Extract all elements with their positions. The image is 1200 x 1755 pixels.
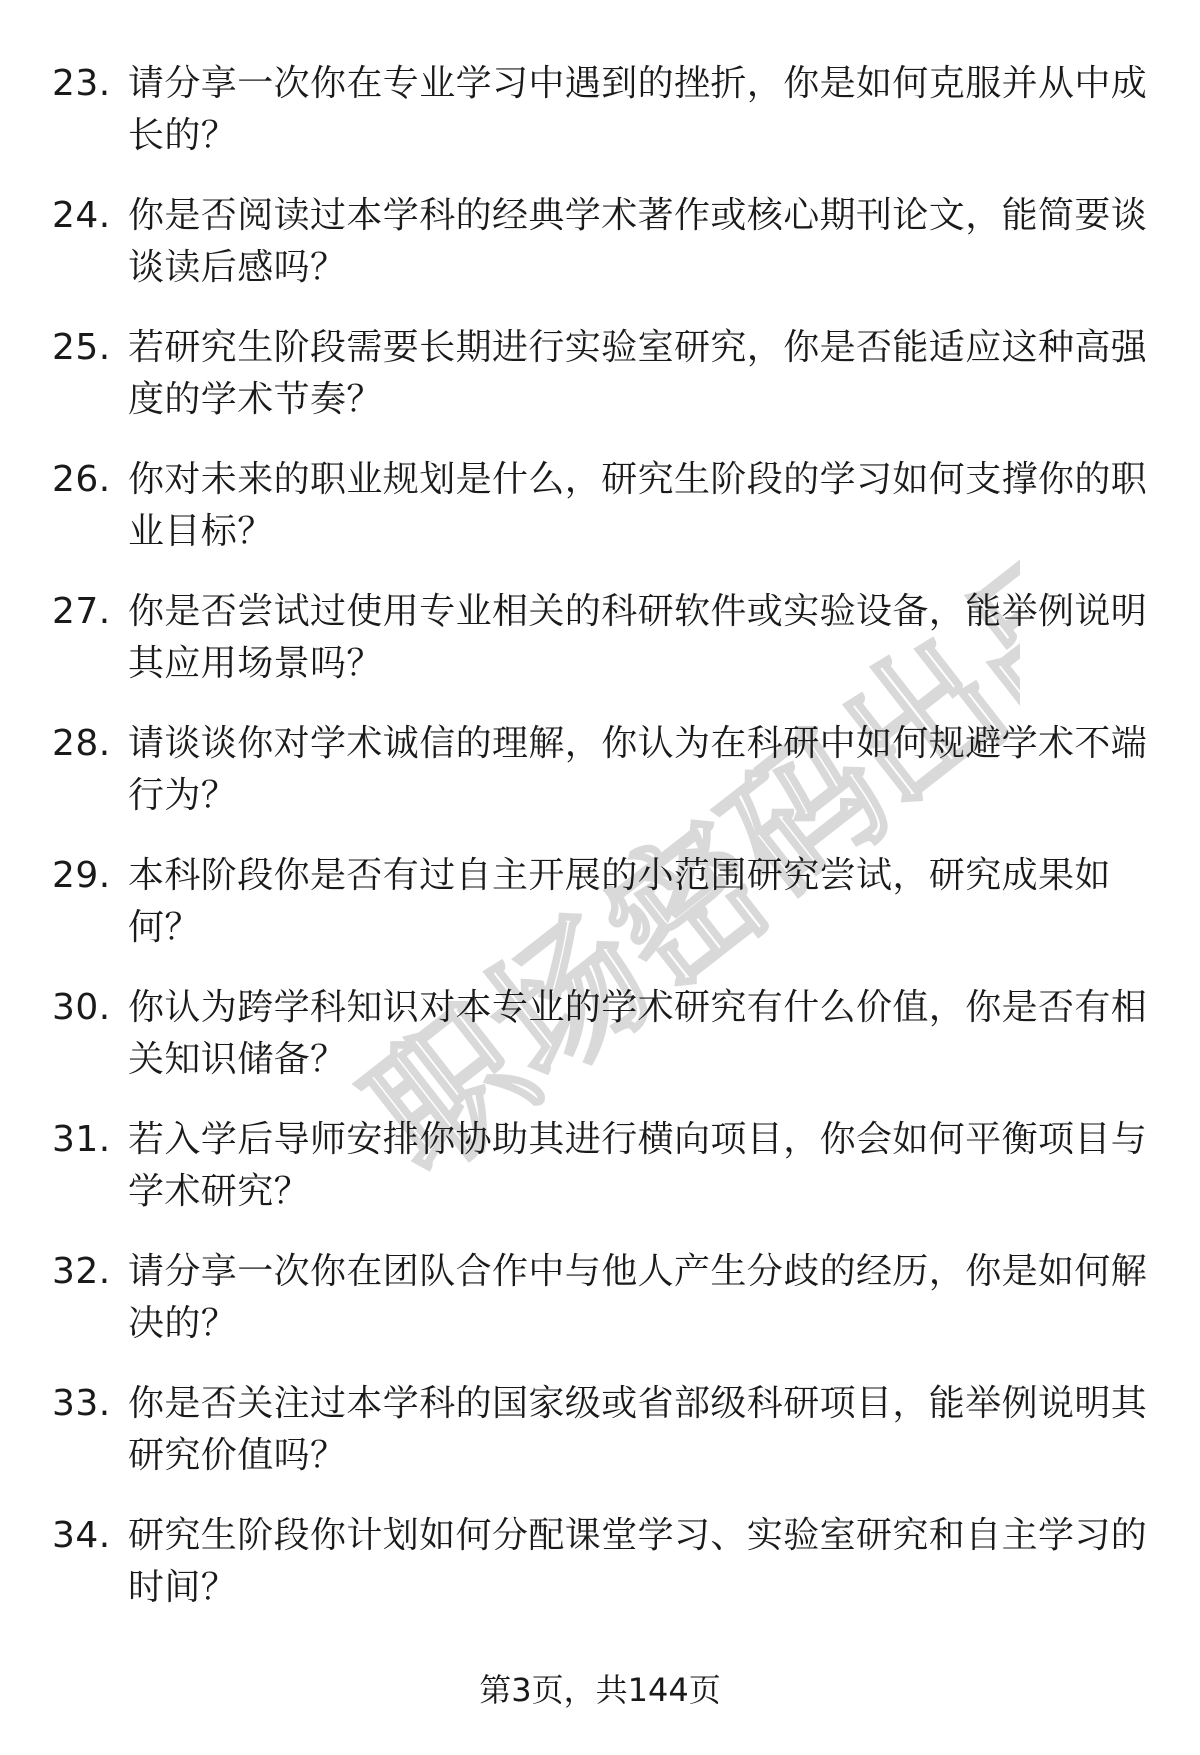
question-text: 你对未来的职业规划是什么，研究生阶段的学习如何支撑你的职业目标？ — [128, 459, 1148, 552]
question-text: 你是否阅读过本学科的经典学术著作或核心期刊论文，能简要谈谈读后感吗？ — [128, 195, 1148, 288]
question-number: 33. — [52, 1383, 111, 1424]
page-footer — [0, 1668, 1200, 1712]
question-list — [0, 58, 1200, 1642]
question-text: 请谈谈你对学术诚信的理解，你认为在科研中如何规避学术不端行为？ — [128, 723, 1148, 816]
question-number: 29. — [52, 855, 111, 896]
question-text: 若研究生阶段需要长期进行实验室研究，你是否能适应这种高强度的学术节奏？ — [128, 327, 1148, 420]
question-number: 27. — [52, 591, 111, 632]
question-item-31 — [0, 1114, 1200, 1246]
watermark-text: 职场密码出品 — [339, 560, 1020, 1180]
question-number: 25. — [52, 327, 111, 368]
question-item-34 — [0, 1510, 1200, 1642]
question-number: 28. — [52, 723, 111, 764]
question-item-29 — [0, 850, 1200, 982]
question-number: 24. — [52, 195, 111, 236]
question-item-26 — [0, 454, 1200, 586]
question-text: 你是否关注过本学科的国家级或省部级科研项目，能举例说明其研究价值吗？ — [128, 1383, 1148, 1476]
question-number: 34. — [52, 1515, 111, 1556]
question-text: 若入学后导师安排你协助其进行横向项目，你会如何平衡项目与学术研究？ — [128, 1119, 1148, 1212]
question-item-33 — [0, 1378, 1200, 1510]
question-text: 本科阶段你是否有过自主开展的小范围研究尝试，研究成果如何？ — [128, 855, 1111, 948]
question-text: 你认为跨学科知识对本专业的学术研究有什么价值，你是否有相关知识储备？ — [128, 987, 1148, 1080]
question-text: 你是否尝试过使用专业相关的科研软件或实验设备，能举例说明其应用场景吗？ — [128, 591, 1148, 684]
question-text: 请分享一次你在专业学习中遇到的挫折，你是如何克服并从中成长的？ — [128, 63, 1148, 156]
question-item-24 — [0, 190, 1200, 322]
question-item-28 — [0, 718, 1200, 850]
question-number: 26. — [52, 459, 111, 500]
question-text: 研究生阶段你计划如何分配课堂学习、实验室研究和自主学习的时间？ — [128, 1515, 1148, 1608]
question-item-30 — [0, 982, 1200, 1114]
question-number: 23. — [52, 63, 111, 104]
page-number-label: 第3页，共144页 — [479, 1671, 721, 1709]
question-number: 32. — [52, 1251, 111, 1292]
question-item-25 — [0, 322, 1200, 454]
question-item-32 — [0, 1246, 1200, 1378]
question-number: 30. — [52, 987, 111, 1028]
question-number: 31. — [52, 1119, 111, 1160]
question-text: 请分享一次你在团队合作中与他人产生分歧的经历，你是如何解决的？ — [128, 1251, 1148, 1344]
question-item-27 — [0, 586, 1200, 718]
question-item-23 — [0, 58, 1200, 190]
